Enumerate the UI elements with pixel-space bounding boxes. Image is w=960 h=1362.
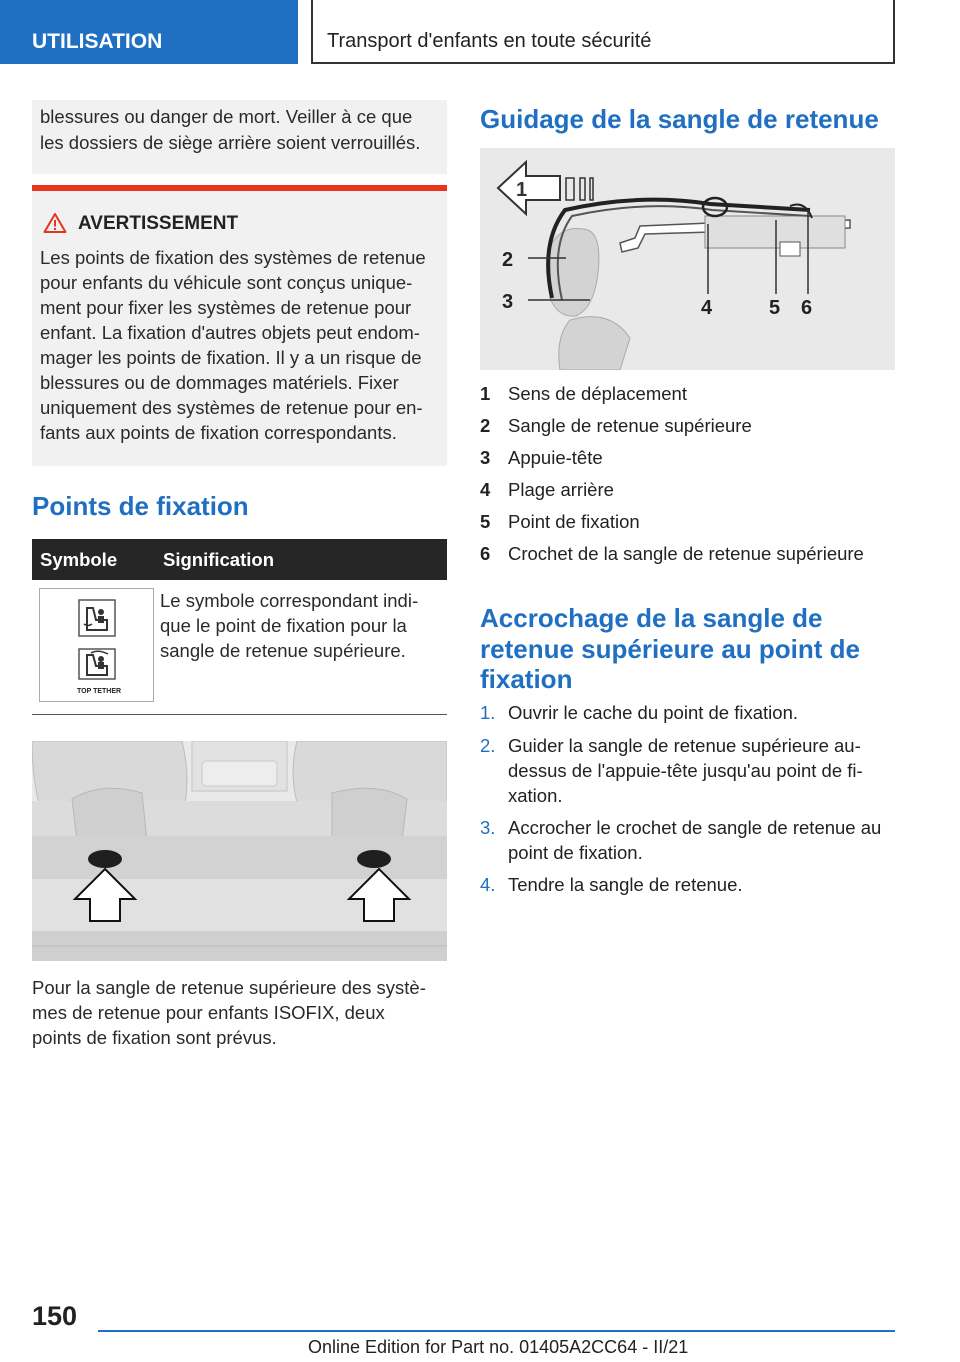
warning-line: enfant. La fixation d'autres objets peut endom- [40,322,420,343]
step-item [480,815,895,867]
legend-number: 4 [480,479,491,500]
isofix-anchor-icon [78,599,116,637]
warning-triangle-icon [43,212,67,234]
guide-heading: Guidage de la sangle de retenue [480,104,879,134]
warning-line: uniquement des systèmes de retenue pour en- [40,397,423,418]
warning-line: pour enfants du véhicule sont conçus unique- [40,272,413,293]
diagram-label-6: 6 [801,297,813,319]
edition-link[interactable]: Online Edition for Part no. 01405A2CC64 - II/21 [308,1337,689,1357]
continued-text-line: les dossiers de siège arrière soient verrouillés. [40,132,421,153]
diagram-label-4: 4 [701,297,713,319]
step-text: Guider la sangle de retenue supérieure au- [508,735,861,756]
step-text: Ouvrir le cache du point de fixation. [508,702,798,723]
step-text: dessus de l'appuie-tête jusqu'au point de fi- [508,760,863,781]
diagram-label-2: 2 [502,249,514,271]
step-item [480,872,895,898]
points-heading: Points de fixation [32,491,249,521]
warning-title: AVERTISSEMENT [78,213,239,234]
photo-caption-line: Pour la sangle de retenue supérieure des systè- [32,977,426,998]
diagram-label-5: 5 [769,297,781,319]
legend-text: Sens de déplacement [508,383,687,404]
top-tether-caption: TOP TETHER [77,688,122,695]
top-tether-icon [78,648,116,688]
legend-text: Point de fixation [508,511,640,532]
legend-number: 1 [480,383,491,404]
step-number: 3. [480,817,496,838]
continued-text-line: blessures ou danger de mort. Veiller à ce que [40,106,413,127]
column-header-symbol: Symbole [40,549,118,570]
hook-heading-line: retenue supérieure au point de [480,634,860,664]
warning-line: ment pour fixer les systèmes de retenue pour [40,297,412,318]
legend-item [480,381,895,407]
step-item [480,700,895,726]
chapter-title: Transport d'enfants en toute sécurité [311,0,895,64]
legend-item [480,477,895,503]
legend-text: Plage arrière [508,479,614,500]
column-header-meaning: Signification [163,549,274,570]
meaning-line: Le symbole correspondant indi- [160,590,419,611]
hook-heading-line: Accrochage de la sangle de [480,603,823,633]
photo-caption-line: points de fixation sont prévus. [32,1027,277,1048]
legend-number: 5 [480,511,491,532]
diagram-label-1: 1 [516,179,528,201]
legend-text: Appuie-tête [508,447,603,468]
diagram-label-3: 3 [502,291,514,313]
meaning-line: que le point de fixation pour la [160,615,407,636]
rear-shelf-photo [32,741,447,961]
legend-text: Sangle de retenue supérieure [508,415,752,436]
step-text: Accrocher le crochet de sangle de retenue au [508,817,882,838]
warning-line: blessures ou de dommages matériels. Fixer [40,372,399,393]
warning-line: mager les points de fixation. Il y a un risque de [40,347,422,368]
hook-heading-line: fixation [480,664,573,694]
legend-item [480,413,895,439]
table-bottom-rule [32,714,447,715]
warning-line: Les points de fixation des systèmes de retenue [40,247,426,268]
section-tab[interactable]: UTILISATION [0,0,298,64]
step-text: point de fixation. [508,842,643,863]
step-number: 2. [480,735,496,756]
step-text: xation. [508,785,563,806]
step-text: Tendre la sangle de retenue. [508,874,743,895]
legend-text: Crochet de la sangle de retenue supérieure [508,543,864,564]
tether-routing-diagram [480,148,895,370]
legend-item [480,509,895,535]
legend-number: 3 [480,447,491,468]
legend-item [480,541,895,567]
legend-number: 6 [480,543,491,564]
page-number: 150 [32,1301,78,1331]
meaning-line: sangle de retenue supérieure. [160,640,406,661]
photo-caption-line: mes de retenue pour enfants ISOFIX, deux [32,1002,385,1023]
footer-rule [98,1330,895,1332]
step-number: 4. [480,874,496,895]
warning-line: fants aux points de fixation correspondants. [40,422,397,443]
step-number: 1. [480,702,496,723]
legend-number: 2 [480,415,491,436]
step-item [480,733,895,811]
legend-item [480,445,895,471]
